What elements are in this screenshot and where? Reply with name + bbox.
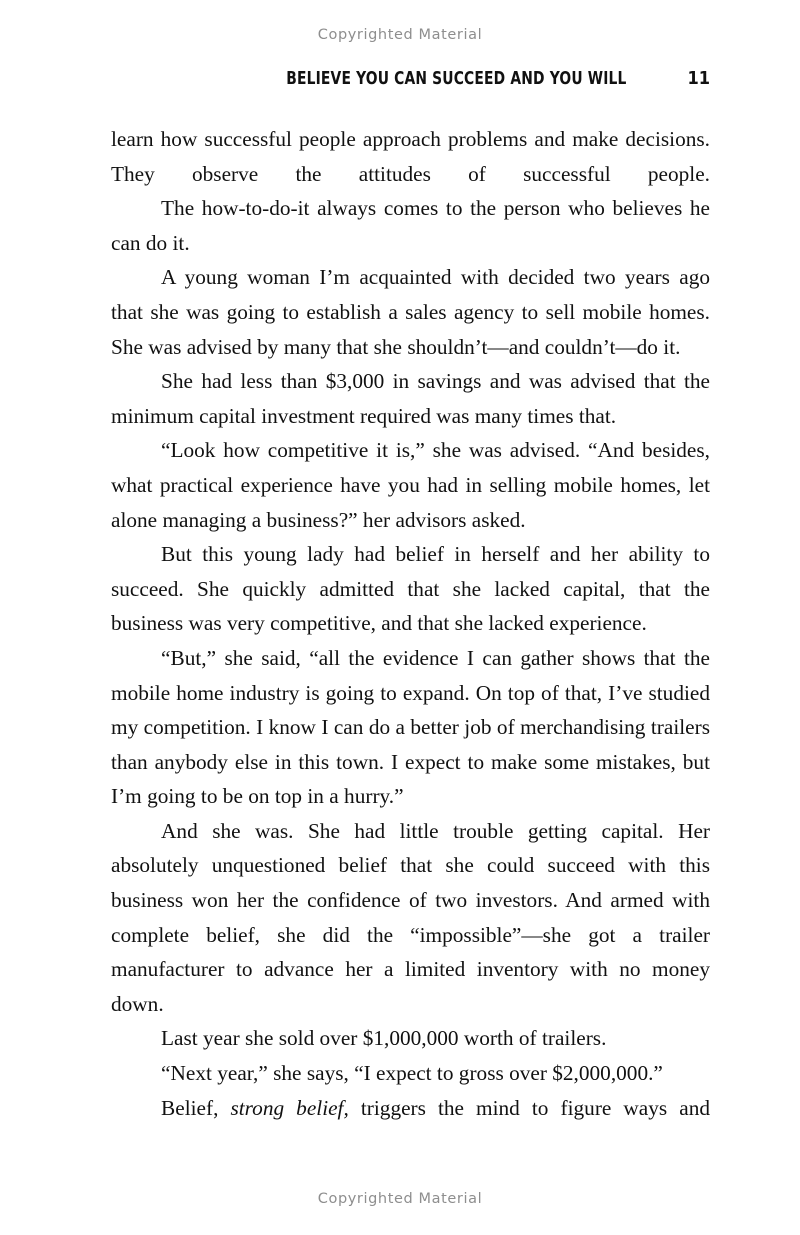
paragraph: Last year she sold over $1,000,000 worth of trailers.: [161, 1026, 607, 1051]
paragraph: And she was. She had little trouble getting capital. Her absolutely unquestioned belief that she could succeed with this business won her the confidence of two investors. And armed with complete belief, she did the “impossible”—she got a trailer manufacturer to advance her a limited inventory with no money down.: [111, 818, 710, 1016]
running-head-title: BELIEVE YOU CAN SUCCEED AND YOU WILL: [286, 69, 627, 89]
copyright-watermark-top: Copyrighted Material: [317, 27, 483, 43]
paragraph-prefix: Belief,: [161, 1095, 231, 1120]
copyright-watermark-bottom: Copyrighted Material: [317, 1191, 483, 1207]
paragraph-suffix: triggers the mind to figure ways and: [348, 1095, 710, 1120]
paragraph: A young woman I’m acquainted with decided two years ago that she was going to establish a sales agency to sell mobile homes. She was advised by many that she shouldn’t—and couldn’t—do it.: [111, 265, 710, 359]
paragraph: She had less than $3,000 in savings and was advised that the minimum capital investment required was many times that.: [111, 369, 710, 428]
paragraph: The how-to-do-it always comes to the person who believes he can do it.: [111, 196, 710, 255]
paragraph: “But,” she said, “all the evidence I can gather shows that the mobile home industry is going to expand. On top of that, I’ve studied my competition. I know I can do a better job of merchandising trailers than anybody else in this town. I expect to make some mistakes, but I’m going to be on top in a hurry.”: [111, 645, 710, 809]
paragraph: But this young lady had belief in herself and her ability to succeed. She quickly admitted that she lacked capital, that the business was very competitive, and that she lacked experience.: [111, 542, 710, 636]
emphasised-phrase: strong belief,: [230, 1095, 349, 1120]
paragraph-with-emphasis: [111, 1091, 710, 1126]
paragraph: “Look how competitive it is,” she was advised. “And besides, what practical experience have you had in selling mobile homes, let alone managing a business?” her advisors asked.: [111, 438, 710, 532]
body-text-column: [111, 122, 710, 1125]
paragraph: “Next year,” she says, “I expect to gross over $2,000,000.”: [161, 1061, 663, 1086]
running-head: [111, 68, 710, 89]
paragraph: learn how successful people approach problems and make decisions. They observe the attitudes of successful people.: [111, 127, 710, 186]
page-number: 11: [687, 68, 710, 89]
